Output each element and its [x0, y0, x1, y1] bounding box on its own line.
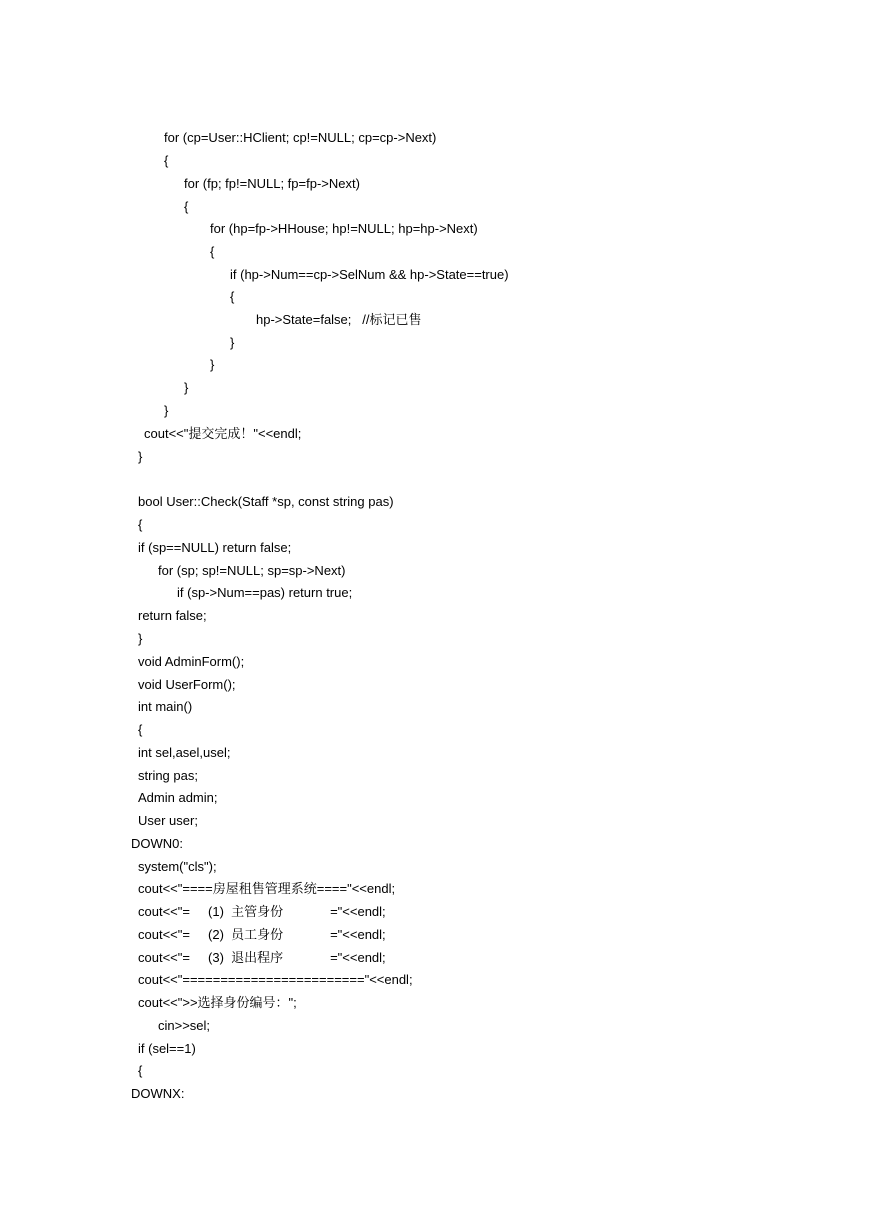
code-line: void AdminForm();: [138, 654, 245, 669]
code-line: User user;: [138, 813, 198, 828]
code-line: {: [210, 244, 215, 259]
code-line: cout<<"========================"<<endl;: [138, 972, 413, 987]
code-line: }: [138, 631, 143, 646]
code-line: for (cp=User::HClient; cp!=NULL; cp=cp->Next): [164, 130, 437, 145]
code-line: for (sp; sp!=NULL; sp=sp->Next): [158, 563, 346, 578]
code-line: if (hp->Num==cp->SelNum && hp->State==true): [230, 267, 509, 282]
code-line: cout<<"= (3) 退出程序 ="<<endl;: [138, 950, 386, 965]
code-line: string pas;: [138, 768, 198, 783]
code-line: {: [164, 153, 169, 168]
code-line: if (sp==NULL) return false;: [138, 540, 292, 555]
code-line: cout<<"====房屋租售管理系统===="<<endl;: [138, 881, 396, 896]
code-line: if (sp->Num==pas) return true;: [177, 585, 353, 600]
code-line: }: [138, 449, 143, 464]
code-line: {: [138, 517, 143, 532]
code-line: }: [230, 335, 235, 350]
code-line: hp->State=false; //标记已售: [256, 312, 422, 327]
code-line: bool User::Check(Staff *sp, const string pas): [138, 494, 394, 509]
code-line: if (sel==1): [138, 1041, 196, 1056]
code-line: }: [184, 380, 189, 395]
code-label: DOWN0:: [131, 836, 183, 851]
code-line: system("cls");: [138, 859, 217, 874]
code-label: DOWNX:: [131, 1086, 185, 1101]
code-line: cout<<"提交完成！"<<endl;: [144, 426, 302, 441]
code-line: int main(): [138, 699, 193, 714]
code-line: }: [164, 403, 169, 418]
code-line: for (hp=fp->HHouse; hp!=NULL; hp=hp->Next): [210, 221, 478, 236]
code-line: void UserForm();: [138, 677, 236, 692]
code-line: cout<<">>选择身份编号：";: [138, 995, 297, 1010]
code-line: return false;: [138, 608, 207, 623]
code-line: Admin admin;: [138, 790, 218, 805]
code-line: cout<<"= (2) 员工身份 ="<<endl;: [138, 927, 386, 942]
code-line: {: [230, 289, 235, 304]
code-line: {: [138, 722, 143, 737]
code-line: cin>>sel;: [158, 1018, 211, 1033]
code-line: }: [210, 357, 215, 372]
code-line: {: [138, 1063, 143, 1078]
code-line: for (fp; fp!=NULL; fp=fp->Next): [184, 176, 360, 191]
code-line: {: [184, 199, 189, 214]
code-line: cout<<"= (1) 主管身份 ="<<endl;: [138, 904, 386, 919]
code-line: int sel,asel,usel;: [138, 745, 231, 760]
